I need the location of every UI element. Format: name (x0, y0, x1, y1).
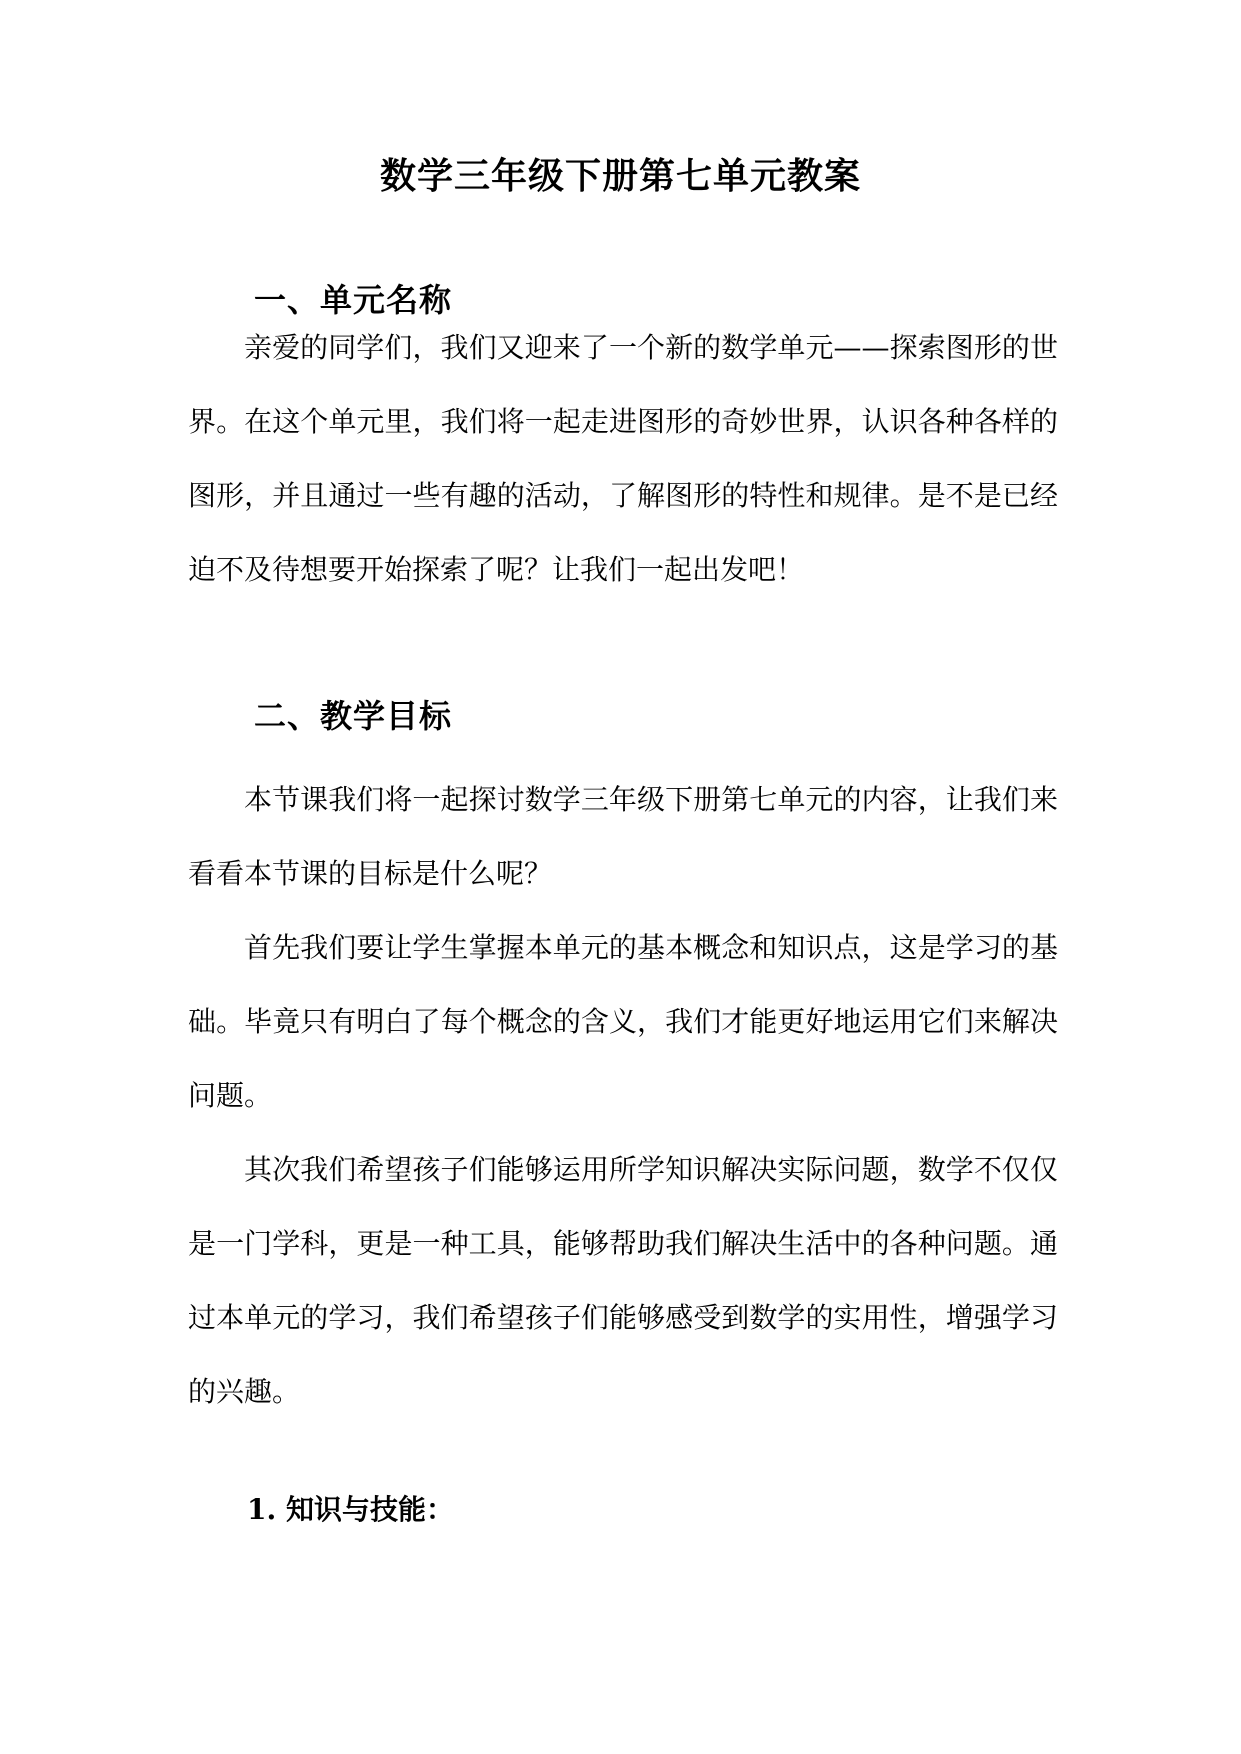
paragraph-goals-second: 其次我们希望孩子们能够运用所学知识解决实际问题，数学不仅仅是一门学科，更是一种工具，能够帮助我们解决生活中的各种问题。通过本单元的学习，我们希望孩子们能够感受到数学的实用性，增强学习的兴趣。 (188, 1153, 1058, 1408)
paragraph-goals-intro: 本节课我们将一起探讨数学三年级下册第七单元的内容，让我们来看看本节课的目标是什么呢？ (188, 783, 1058, 890)
document-title: 数学三年级下册第七单元教案 (379, 155, 861, 197)
section-heading-teaching-goals: 二、教学目标 (254, 697, 453, 735)
paragraph-unit-intro: 亲爱的同学们，我们又迎来了一个新的数学单元——探索图形的世界。在这个单元里，我们将一起走进图形的奇妙世界，认识各种各样的图形，并且通过一些有趣的活动，了解图形的特性和规律。是不是已经迫不及待想要开始探索了呢？让我们一起出发吧！ (188, 331, 1058, 586)
section-heading-unit-name: 一、单元名称 (254, 281, 453, 319)
paragraph-goals-first: 首先我们要让学生掌握本单元的基本概念和知识点，这是学习的基础。毕竟只有明白了每个概念的含义，我们才能更好地运用它们来解决问题。 (188, 931, 1058, 1112)
subheading-knowledge-skills: 1. 知识与技能： (247, 1493, 454, 1526)
